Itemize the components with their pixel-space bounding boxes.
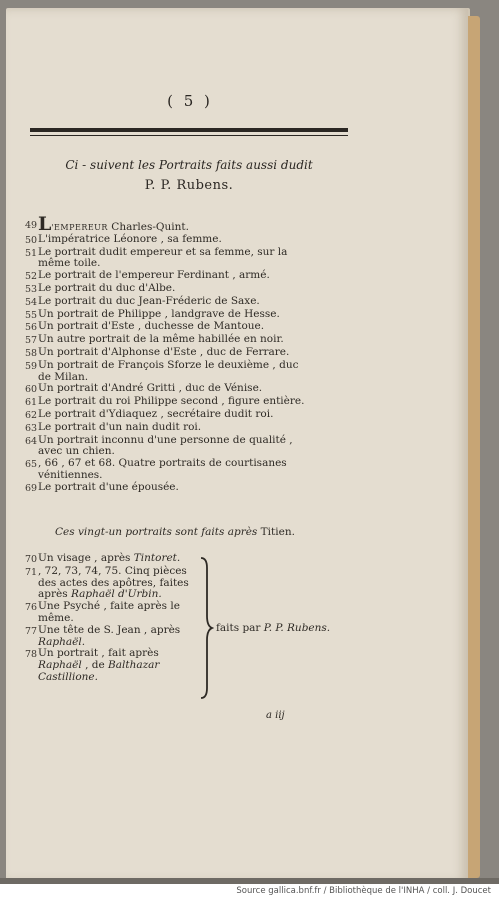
signature-mark: a iij (266, 710, 285, 721)
list-item: 62 Le portrait d'Ydiaquez , secrétaire dudit roi. (25, 407, 274, 421)
list-item: 52 Le portrait de l'empereur Ferdinant , armé. (25, 269, 270, 283)
curly-brace (198, 556, 214, 700)
list-item: 76 Une Psyché , faite après le même. (25, 600, 180, 624)
portrait-list (25, 213, 355, 495)
drop-cap: L (38, 213, 52, 235)
section-subheading: P. P. Rubens. (144, 178, 234, 193)
list-item: 78 Un portrait , fait après Raphaël , de Balthazar Castillione. (25, 647, 160, 683)
list-item: 61 Le portrait du roi Philippe second , figure entière. (25, 395, 305, 409)
list-item: 64 Un portrait inconnu d'une personne de qualité , avec un chien. (25, 433, 293, 458)
list-item: 57 Un autre portrait de la même habillée en noir. (25, 333, 284, 347)
list-item: 53 Le portrait du duc d'Albe. (25, 281, 176, 295)
list-item: 50 L'impératrice Léonore , sa femme. (25, 232, 222, 246)
page-edge (468, 16, 480, 878)
source-credit: Source gallica.bnf.fr / Bibliothèque de l'INHA / coll. J. Doucet (236, 886, 491, 896)
header-rule-thick (30, 128, 348, 132)
list-item: 59 Un portrait de François Sforze le deuxième , duc de Milan. (25, 358, 299, 383)
list-item: 56 Un portrait d'Este , duchesse de Mantoue. (25, 320, 265, 334)
list-item: 60 Un portrait d'André Gritti , duc de Vénise. (25, 382, 263, 396)
list-item: 69 Le portrait d'une épousée. (25, 480, 179, 494)
rubens-group-list (25, 553, 215, 684)
page-number: ( 5 ) (167, 92, 213, 110)
list-item: 49 L'EMPEREUR Charles-Quint. (25, 213, 189, 235)
list-item: 54 Le portrait du duc Jean-Fréderic de Saxe. (25, 294, 260, 308)
section-heading: Ci - suivent les Portraits faits aussi dudit (65, 158, 313, 172)
list-item: 77 Une tête de S. Jean , après Raphaël. (25, 623, 181, 648)
scan-bottom-band (0, 878, 499, 884)
list-item: 63 Le portrait d'un nain dudit roi. (25, 420, 202, 434)
list-item: 58 Un portrait d'Alphonse d'Este , duc de Ferrare. (25, 345, 290, 359)
list-item: 55 Un portrait de Philippe , landgrave de Hesse. (25, 307, 280, 321)
list-item: 51 Le portrait dudit empereur et sa femme, sur la même toile. (25, 245, 288, 270)
header-rule-thin (30, 135, 348, 136)
list-item: 70 Un visage , après Tintoret. (25, 552, 181, 565)
list-item: 71 , 72, 73, 74, 75. Cinq pièces des actes des apôtres, faites après Raphaël d'Urbin. (25, 564, 189, 601)
list-item: 65 , 66 , 67 et 68. Quatre portraits de courtisanes vénitiennes. (25, 457, 287, 481)
group-attribution: faits par P. P. Rubens. (216, 622, 331, 634)
titien-note: Ces vingt-un portraits sont faits après Titien. (55, 526, 295, 538)
